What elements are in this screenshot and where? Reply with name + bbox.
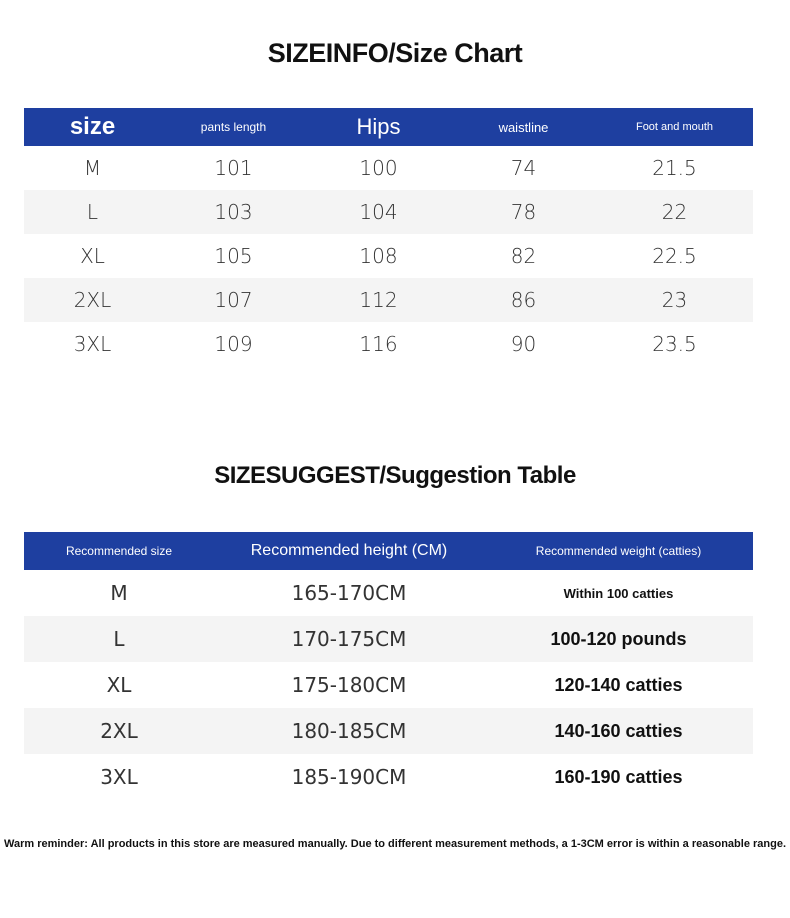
- table-row: [24, 190, 753, 234]
- size-chart-title: SIZEINFO/Size Chart: [267, 38, 523, 68]
- cell-weight: Within 100 catties: [563, 585, 674, 601]
- cell-size: M: [83, 156, 102, 180]
- cell-size: 2XL: [73, 288, 112, 312]
- cell-pants-length: 109: [214, 332, 253, 356]
- cell-weight: 160-190 catties: [554, 766, 683, 787]
- header-size: size: [69, 113, 116, 140]
- cell-size: 2XL: [100, 719, 138, 743]
- cell-height: 175-180CM: [291, 673, 407, 697]
- cell-hips: 112: [359, 288, 398, 312]
- cell-weight: 140-160 catties: [554, 720, 683, 741]
- header-pants-length: pants length: [200, 120, 267, 134]
- cell-waistline: 86: [510, 288, 537, 312]
- cell-waistline: 74: [510, 156, 537, 180]
- cell-foot-and-mouth: 22.5: [652, 244, 697, 268]
- cell-size: 3XL: [100, 765, 138, 789]
- cell-pants-length: 105: [214, 244, 253, 268]
- size-chart-header-row: [24, 108, 753, 146]
- table-row: [24, 662, 753, 708]
- cell-waistline: 90: [510, 332, 537, 356]
- table-row: [24, 754, 753, 800]
- cell-pants-length: 103: [214, 200, 253, 224]
- footer-note: Warm reminder: All products in this store are measured manually. Due to different measurement methods, a 1-3CM error is within a reasonable range.: [3, 838, 786, 850]
- cell-size: M: [110, 581, 128, 605]
- table-row: [24, 708, 753, 754]
- cell-waistline: 78: [510, 200, 537, 224]
- header-recommended-size: Recommended size: [65, 544, 173, 558]
- cell-size: 3XL: [73, 332, 112, 356]
- cell-weight: 120-140 catties: [554, 674, 683, 695]
- table-row: [24, 570, 753, 616]
- table-row: [24, 616, 753, 662]
- cell-height: 180-185CM: [291, 719, 407, 743]
- cell-weight: 100-120 pounds: [550, 628, 687, 649]
- header-hips: Hips: [356, 114, 401, 139]
- cell-waistline: 82: [510, 244, 537, 268]
- suggestion-table: [24, 532, 753, 800]
- cell-foot-and-mouth: 23.5: [652, 332, 697, 356]
- cell-foot-and-mouth: 22: [661, 200, 688, 224]
- cell-size: L: [113, 627, 125, 651]
- cell-foot-and-mouth: 21.5: [652, 156, 697, 180]
- table-row: [24, 146, 753, 190]
- cell-size: XL: [80, 244, 105, 268]
- cell-hips: 100: [359, 156, 398, 180]
- table-row: [24, 322, 753, 366]
- cell-hips: 116: [359, 332, 398, 356]
- cell-size: XL: [106, 673, 132, 697]
- table-row: [24, 278, 753, 322]
- cell-size: L: [86, 200, 99, 224]
- header-foot-and-mouth: Foot and mouth: [635, 120, 714, 133]
- suggestion-table-title: SIZESUGGEST/Suggestion Table: [214, 462, 576, 489]
- cell-foot-and-mouth: 23: [661, 288, 688, 312]
- header-waistline: waistline: [498, 119, 549, 135]
- suggestion-header-row: [24, 532, 753, 570]
- table-row: [24, 234, 753, 278]
- cell-hips: 104: [359, 200, 398, 224]
- cell-hips: 108: [359, 244, 398, 268]
- header-recommended-weight: Recommended weight (catties): [535, 544, 702, 558]
- cell-pants-length: 101: [214, 156, 253, 180]
- cell-height: 165-170CM: [291, 581, 407, 605]
- cell-pants-length: 107: [214, 288, 253, 312]
- cell-height: 170-175CM: [291, 627, 407, 651]
- header-recommended-height: Recommended height (CM): [250, 542, 448, 559]
- cell-height: 185-190CM: [291, 765, 407, 789]
- size-chart-table: [24, 108, 753, 366]
